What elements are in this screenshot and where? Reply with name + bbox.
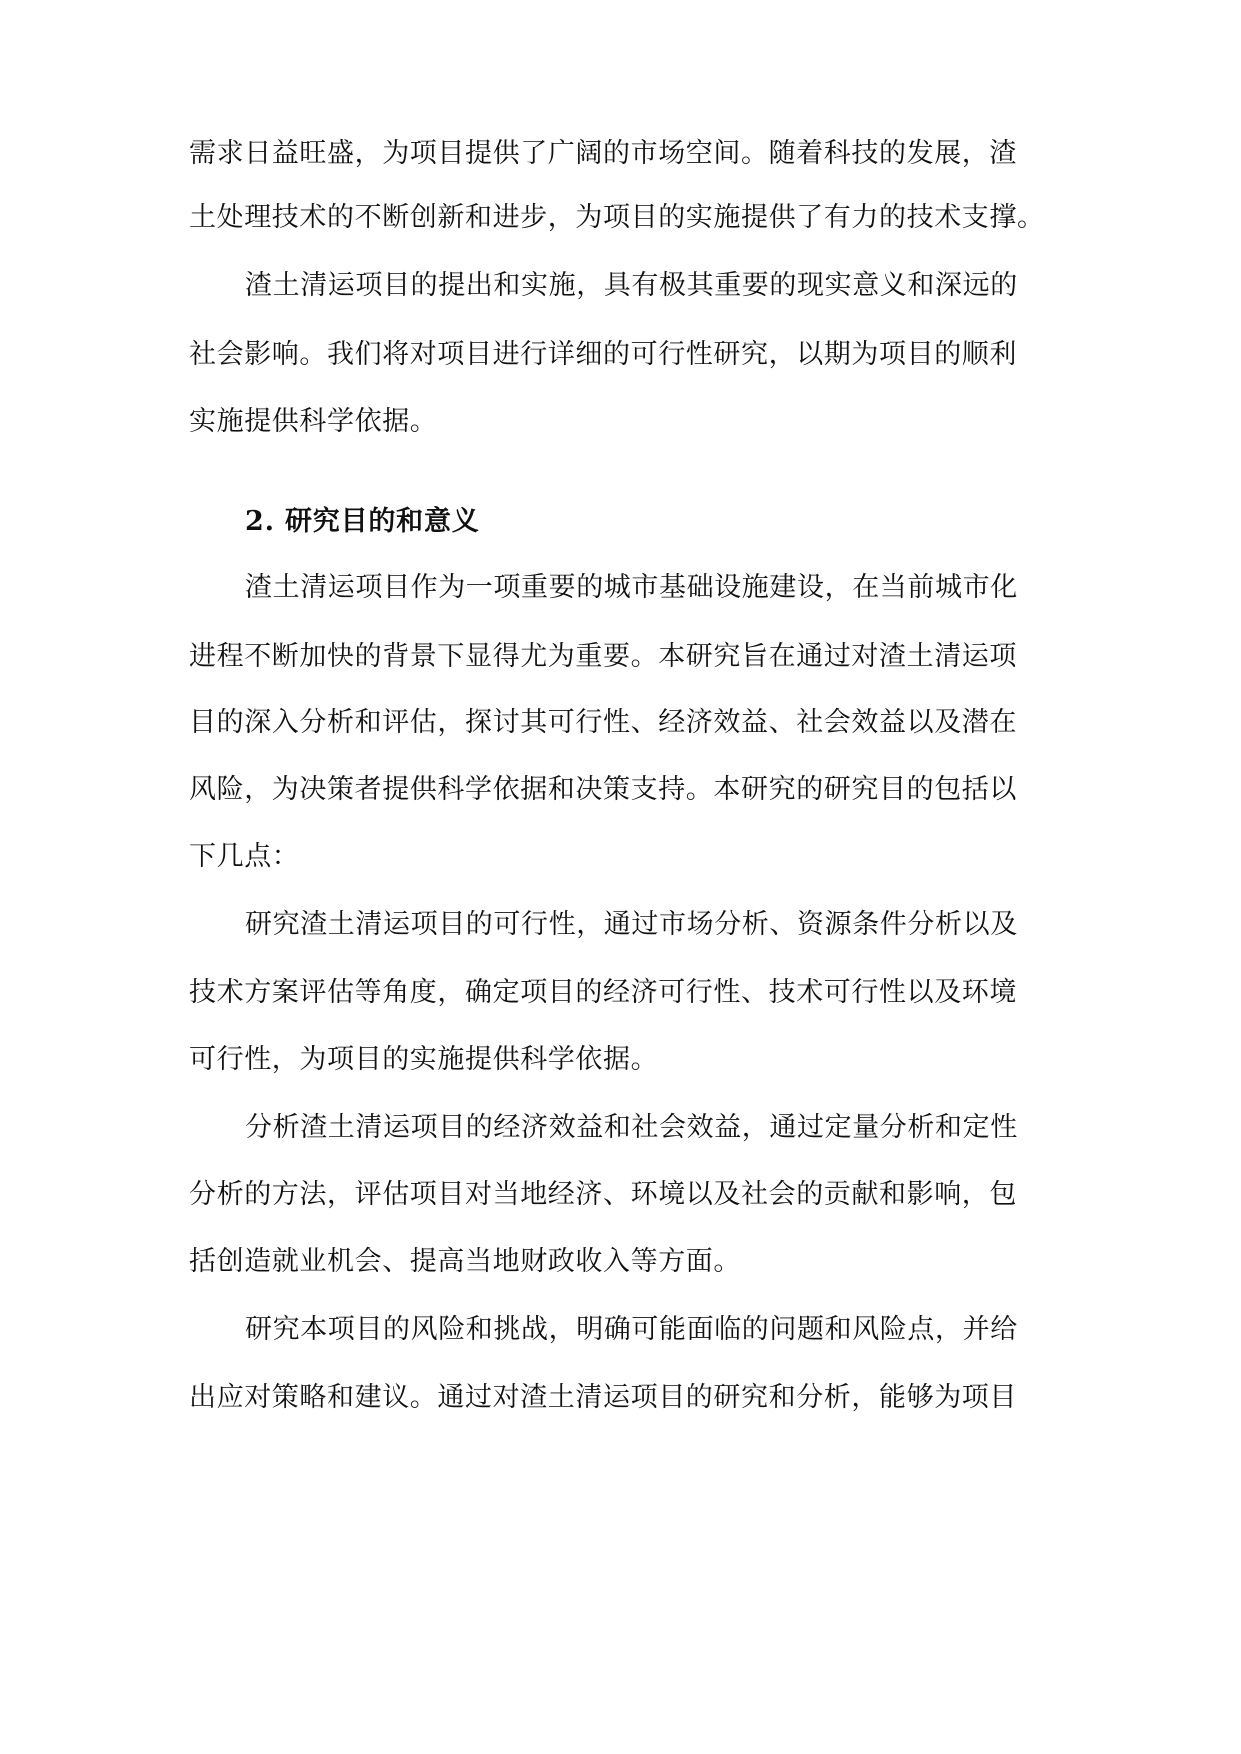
paragraph-line: 渣土清运项目的提出和实施，具有极其重要的现实意义和深远的: [245, 270, 1018, 301]
paragraph-line: 技术方案评估等角度，确定项目的经济可行性、技术可行性以及环境: [189, 977, 1017, 1008]
section-heading: 2. 研究目的和意义: [245, 506, 480, 537]
paragraph-line: 可行性，为项目的实施提供科学依据。: [189, 1044, 659, 1075]
paragraph-line: 渣土清运项目作为一项重要的城市基础设施建设，在当前城市化: [245, 572, 1018, 603]
paragraph-line: 出应对策略和建议。通过对渣土清运项目的研究和分析，能够为项目: [189, 1382, 1017, 1413]
paragraph-line: 分析的方法，评估项目对当地经济、环境以及社会的贡献和影响，包: [189, 1179, 1017, 1210]
paragraph-line: 实施提供科学依据。: [189, 406, 438, 437]
paragraph-line: 括创造就业机会、提高当地财政收入等方面。: [189, 1246, 741, 1277]
paragraph-line: 分析渣土清运项目的经济效益和社会效益，通过定量分析和定性: [245, 1112, 1018, 1143]
paragraph-line: 目的深入分析和评估，探讨其可行性、经济效益、社会效益以及潜在: [189, 707, 1017, 738]
paragraph-line: 研究渣土清运项目的可行性，通过市场分析、资源条件分析以及: [245, 909, 1018, 940]
paragraph-line: 需求日益旺盛，为项目提供了广阔的市场空间。随着科技的发展，渣: [189, 138, 1017, 169]
paragraph-line: 研究本项目的风险和挑战，明确可能面临的问题和风险点，并给: [245, 1314, 1018, 1345]
paragraph-line: 风险，为决策者提供科学依据和决策支持。本研究的研究目的包括以: [189, 774, 1017, 805]
paragraph-line: 土处理技术的不断创新和进步，为项目的实施提供了有力的技术支撑。: [189, 202, 1045, 233]
paragraph-line: 进程不断加快的背景下显得尤为重要。本研究旨在通过对渣土清运项: [189, 641, 1017, 672]
paragraph-line: 下几点：: [189, 841, 300, 872]
paragraph-line: 社会影响。我们将对项目进行详细的可行性研究，以期为项目的顺利: [189, 339, 1017, 370]
